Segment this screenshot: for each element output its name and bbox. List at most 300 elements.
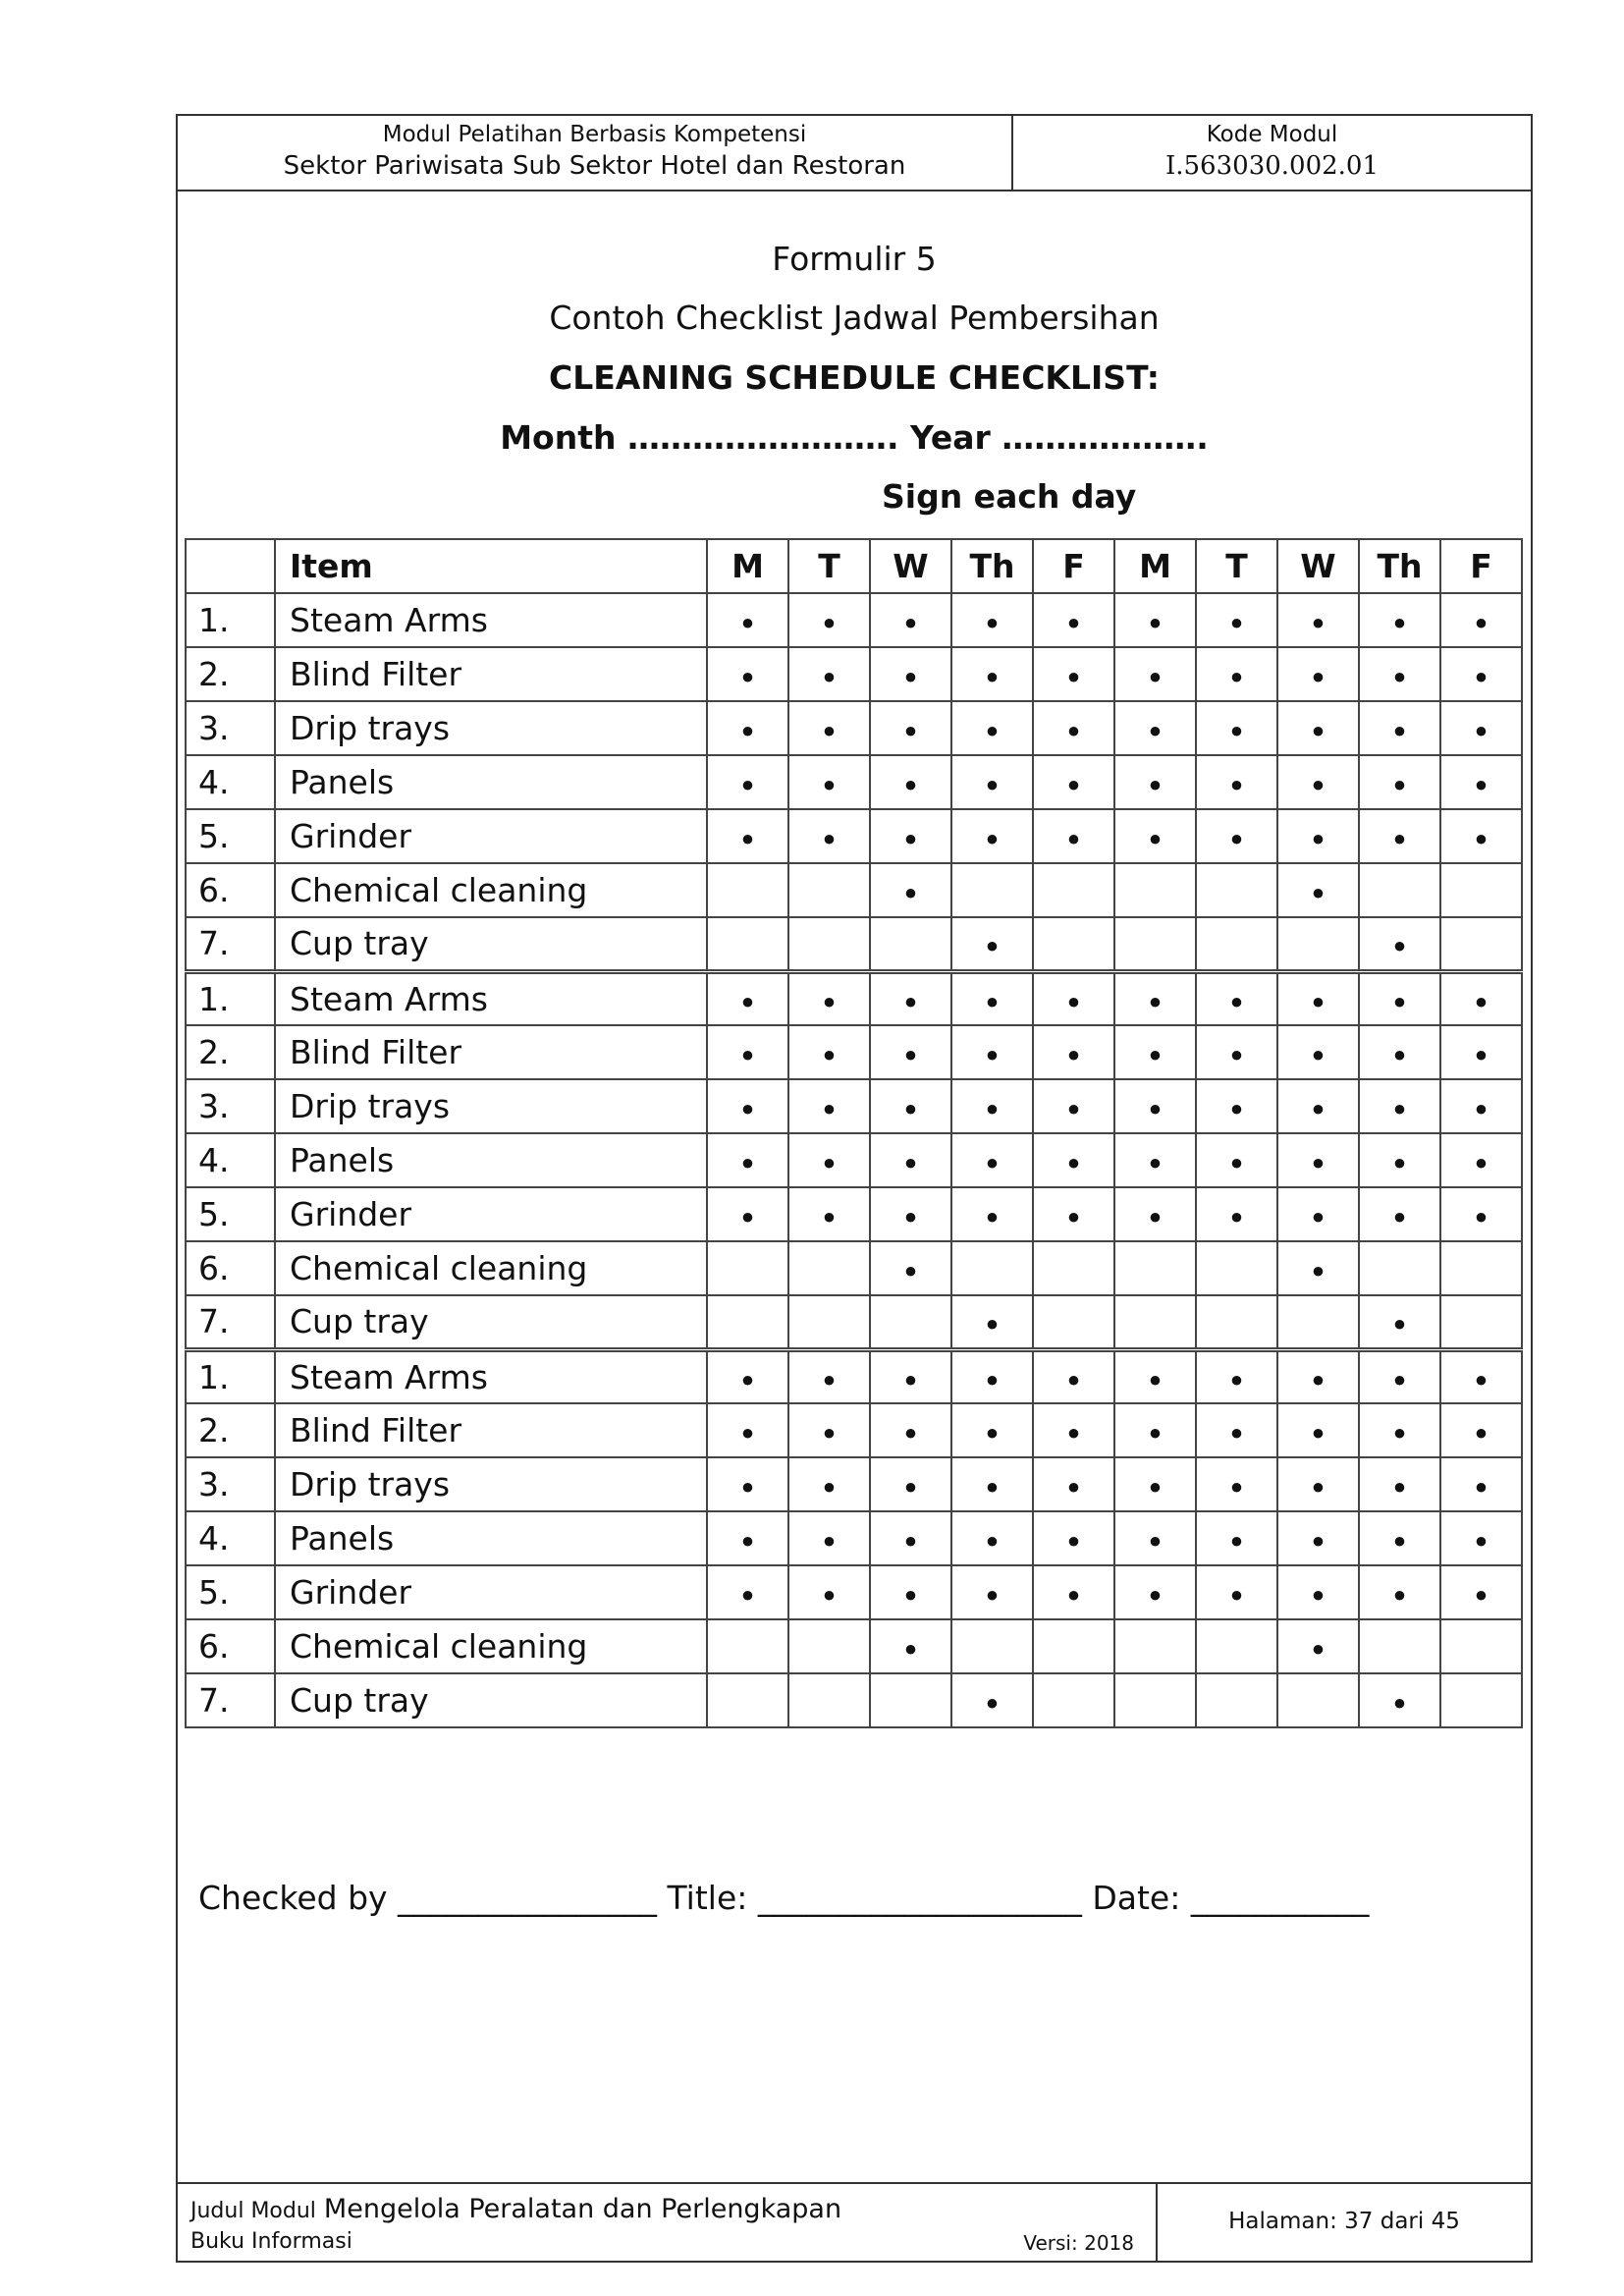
empty-cell: [1033, 917, 1114, 971]
schedule-dot: •: [1196, 1511, 1277, 1565]
schedule-dot: •: [1440, 647, 1522, 701]
schedule-dot: •: [707, 593, 788, 647]
checklist-heading: CLEANING SCHEDULE CHECKLIST:: [549, 358, 1160, 397]
form-number: Formulir 5: [772, 240, 937, 278]
schedule-dot: •: [1196, 593, 1277, 647]
schedule-dot: •: [1440, 1349, 1522, 1403]
schedule-dot: •: [1440, 1079, 1522, 1133]
schedule-dot: •: [1277, 1619, 1359, 1673]
day-header: T: [1196, 539, 1277, 593]
schedule-dot: •: [1359, 1511, 1440, 1565]
schedule-dot: •: [1196, 1457, 1277, 1511]
table-row: [186, 1349, 1522, 1403]
schedule-dot: •: [951, 1673, 1033, 1727]
schedule-dot: •: [951, 1133, 1033, 1187]
page-number: Halaman: 37 dari 45: [1228, 2209, 1460, 2234]
schedule-dot: •: [1196, 1187, 1277, 1241]
module-info: [178, 116, 1013, 190]
empty-cell: [951, 1241, 1033, 1295]
schedule-dot: •: [1440, 593, 1522, 647]
row-item-name: Panels: [275, 755, 707, 809]
empty-cell: [1033, 1295, 1114, 1349]
row-item-name: Blind Filter: [275, 1025, 707, 1079]
schedule-dot: •: [1033, 971, 1114, 1025]
schedule-dot: •: [1440, 1133, 1522, 1187]
schedule-dot: •: [951, 1511, 1033, 1565]
schedule-dot: •: [1114, 755, 1196, 809]
schedule-dot: •: [870, 1349, 951, 1403]
schedule-dot: •: [1277, 1079, 1359, 1133]
row-number: 5.: [186, 1565, 275, 1619]
schedule-dot: •: [1114, 1511, 1196, 1565]
row-number: 4.: [186, 755, 275, 809]
table-header-row: [186, 539, 1522, 593]
schedule-dot: •: [788, 1079, 870, 1133]
schedule-dot: •: [788, 701, 870, 755]
day-header: M: [1114, 539, 1196, 593]
empty-cell: [1114, 1619, 1196, 1673]
schedule-dot: •: [1359, 1673, 1440, 1727]
schedule-dot: •: [1114, 1349, 1196, 1403]
schedule-dot: •: [951, 809, 1033, 863]
row-item-name: Cup tray: [275, 1673, 707, 1727]
schedule-dot: •: [1033, 593, 1114, 647]
schedule-dot: •: [1277, 701, 1359, 755]
schedule-dot: •: [870, 1133, 951, 1187]
empty-cell: [707, 863, 788, 917]
schedule-dot: •: [788, 593, 870, 647]
day-header: M: [707, 539, 788, 593]
table-row: [186, 1619, 1522, 1673]
schedule-dot: •: [951, 755, 1033, 809]
schedule-dot: •: [707, 701, 788, 755]
schedule-dot: •: [1277, 1565, 1359, 1619]
schedule-dot: •: [1359, 1025, 1440, 1079]
schedule-dot: •: [951, 917, 1033, 971]
table-row: [186, 593, 1522, 647]
schedule-dot: •: [1359, 1133, 1440, 1187]
table-row: [186, 1457, 1522, 1511]
schedule-dot: •: [1277, 1457, 1359, 1511]
schedule-dot: •: [707, 1079, 788, 1133]
table-row: [186, 755, 1522, 809]
empty-cell: [1277, 1295, 1359, 1349]
schedule-dot: •: [707, 1133, 788, 1187]
schedule-dot: •: [1114, 1187, 1196, 1241]
empty-cell: [1114, 1295, 1196, 1349]
row-number: 4.: [186, 1133, 275, 1187]
schedule-dot: •: [1033, 1403, 1114, 1457]
row-item-name: Steam Arms: [275, 971, 707, 1025]
row-number: 3.: [186, 701, 275, 755]
schedule-dot: •: [1277, 647, 1359, 701]
schedule-dot: •: [951, 1565, 1033, 1619]
schedule-dot: •: [1196, 701, 1277, 755]
table-row: [186, 1511, 1522, 1565]
schedule-dot: •: [1359, 593, 1440, 647]
schedule-dot: •: [1359, 1349, 1440, 1403]
row-number: 1.: [186, 593, 275, 647]
row-number: 5.: [186, 1187, 275, 1241]
schedule-dot: •: [1033, 809, 1114, 863]
empty-cell: [951, 1619, 1033, 1673]
schedule-dot: •: [1359, 755, 1440, 809]
table-row: [186, 863, 1522, 917]
row-number: 2.: [186, 1403, 275, 1457]
empty-cell: [870, 1295, 951, 1349]
schedule-dot: •: [1277, 1241, 1359, 1295]
row-item-name: Blind Filter: [275, 1403, 707, 1457]
schedule-dot: •: [1033, 1187, 1114, 1241]
schedule-dot: •: [788, 1187, 870, 1241]
row-number: 5.: [186, 809, 275, 863]
row-item-name: Panels: [275, 1511, 707, 1565]
table-row: [186, 1025, 1522, 1079]
empty-cell: [1277, 1673, 1359, 1727]
schedule-dot: •: [707, 1565, 788, 1619]
table-row: [186, 647, 1522, 701]
schedule-dot: •: [1277, 1403, 1359, 1457]
empty-cell: [788, 1619, 870, 1673]
empty-cell: [707, 1673, 788, 1727]
schedule-dot: •: [707, 1349, 788, 1403]
schedule-dot: •: [788, 809, 870, 863]
schedule-dot: •: [951, 647, 1033, 701]
day-header: T: [788, 539, 870, 593]
empty-cell: [1196, 1673, 1277, 1727]
row-item-name: Chemical cleaning: [275, 1241, 707, 1295]
schedule-dot: •: [707, 1457, 788, 1511]
row-number: 7.: [186, 1295, 275, 1349]
schedule-dot: •: [1114, 1403, 1196, 1457]
row-item-name: Cup tray: [275, 917, 707, 971]
schedule-dot: •: [1440, 1511, 1522, 1565]
schedule-dot: •: [1033, 1511, 1114, 1565]
schedule-dot: •: [870, 1025, 951, 1079]
schedule-dot: •: [1359, 647, 1440, 701]
table-row: [186, 701, 1522, 755]
day-header: W: [1277, 539, 1359, 593]
module-line1: Modul Pelatihan Berbasis Kompetensi: [382, 122, 807, 147]
version: Versi: 2018: [1023, 2231, 1134, 2255]
schedule-dot: •: [707, 971, 788, 1025]
table-body: [186, 593, 1522, 1727]
schedule-dot: •: [1114, 1025, 1196, 1079]
schedule-dot: •: [1196, 1079, 1277, 1133]
row-number: 1.: [186, 1349, 275, 1403]
footer-module: [178, 2184, 1158, 2261]
schedule-dot: •: [951, 1403, 1033, 1457]
schedule-dot: •: [788, 1457, 870, 1511]
row-number: 3.: [186, 1457, 275, 1511]
schedule-dot: •: [1277, 971, 1359, 1025]
table-row: [186, 917, 1522, 971]
schedule-dot: •: [788, 1025, 870, 1079]
schedule-dot: •: [1277, 1133, 1359, 1187]
empty-cell: [1114, 1241, 1196, 1295]
row-number: 4.: [186, 1511, 275, 1565]
schedule-dot: •: [1033, 1079, 1114, 1133]
empty-cell: [1440, 1295, 1522, 1349]
schedule-dot: •: [707, 809, 788, 863]
schedule-dot: •: [870, 863, 951, 917]
empty-cell: [1033, 1673, 1114, 1727]
code-label: Kode Modul: [1206, 122, 1338, 147]
empty-cell: [1196, 917, 1277, 971]
schedule-dot: •: [1359, 1079, 1440, 1133]
empty-cell: [1196, 863, 1277, 917]
row-number: 7.: [186, 1673, 275, 1727]
schedule-dot: •: [1114, 1133, 1196, 1187]
schedule-dot: •: [1114, 593, 1196, 647]
sign-instruction: Sign each day: [882, 477, 1137, 516]
schedule-dot: •: [788, 971, 870, 1025]
row-item-name: Blind Filter: [275, 647, 707, 701]
schedule-dot: •: [788, 1133, 870, 1187]
row-item-name: Steam Arms: [275, 593, 707, 647]
schedule-dot: •: [1114, 1565, 1196, 1619]
day-header: W: [870, 539, 951, 593]
schedule-dot: •: [1277, 1349, 1359, 1403]
row-item-name: Grinder: [275, 809, 707, 863]
schedule-dot: •: [1277, 863, 1359, 917]
table-row: [186, 809, 1522, 863]
empty-cell: [1440, 1619, 1522, 1673]
empty-cell: [1196, 1241, 1277, 1295]
empty-cell: [788, 917, 870, 971]
row-item-name: Panels: [275, 1133, 707, 1187]
schedule-dot: •: [870, 1457, 951, 1511]
empty-cell: [1440, 1673, 1522, 1727]
empty-cell: [1359, 1619, 1440, 1673]
schedule-dot: •: [1196, 1349, 1277, 1403]
form-subtitle: Contoh Checklist Jadwal Pembersihan: [549, 299, 1160, 337]
empty-cell: [707, 1295, 788, 1349]
row-number: 7.: [186, 917, 275, 971]
schedule-dot: •: [1440, 1187, 1522, 1241]
empty-cell: [1440, 917, 1522, 971]
schedule-dot: •: [870, 1565, 951, 1619]
schedule-dot: •: [788, 1511, 870, 1565]
schedule-dot: •: [951, 971, 1033, 1025]
schedule-dot: •: [870, 593, 951, 647]
page-frame: [176, 114, 1533, 2263]
schedule-dot: •: [1196, 1565, 1277, 1619]
schedule-dot: •: [870, 1511, 951, 1565]
schedule-dot: •: [1033, 1349, 1114, 1403]
schedule-dot: •: [870, 809, 951, 863]
table-row: [186, 1079, 1522, 1133]
book-type: Buku Informasi: [190, 2229, 352, 2254]
schedule-dot: •: [1196, 971, 1277, 1025]
day-header: Th: [1359, 539, 1440, 593]
schedule-dot: •: [951, 1187, 1033, 1241]
schedule-dot: •: [1277, 1511, 1359, 1565]
schedule-dot: •: [1114, 809, 1196, 863]
schedule-dot: •: [1277, 1025, 1359, 1079]
schedule-dot: •: [1196, 1025, 1277, 1079]
empty-cell: [1359, 863, 1440, 917]
month-year-line: Month ……………………. Year ……………….: [500, 418, 1209, 457]
schedule-dot: •: [1359, 1295, 1440, 1349]
schedule-dot: •: [1033, 701, 1114, 755]
schedule-dot: •: [1440, 1457, 1522, 1511]
schedule-dot: •: [870, 1079, 951, 1133]
empty-cell: [707, 917, 788, 971]
schedule-dot: •: [951, 701, 1033, 755]
checked-by-line: Checked by ________________ Title: ____________________ Date: ___________: [198, 1879, 1370, 1917]
day-header: F: [1033, 539, 1114, 593]
schedule-dot: •: [951, 593, 1033, 647]
empty-cell: [1033, 863, 1114, 917]
schedule-dot: •: [1196, 647, 1277, 701]
schedule-dot: •: [707, 647, 788, 701]
empty-cell: [1277, 917, 1359, 971]
empty-cell: [870, 917, 951, 971]
table-row: [186, 1241, 1522, 1295]
table-row: [186, 1187, 1522, 1241]
schedule-dot: •: [1440, 809, 1522, 863]
schedule-dot: •: [1277, 593, 1359, 647]
code-value: I.563030.002.01: [1164, 151, 1380, 181]
schedule-dot: •: [1440, 701, 1522, 755]
row-number: 2.: [186, 1025, 275, 1079]
schedule-dot: •: [1196, 1403, 1277, 1457]
schedule-dot: •: [788, 1349, 870, 1403]
page-footer: [178, 2182, 1531, 2261]
empty-cell: [788, 863, 870, 917]
schedule-dot: •: [870, 1619, 951, 1673]
schedule-dot: •: [1114, 971, 1196, 1025]
schedule-dot: •: [707, 1187, 788, 1241]
schedule-dot: •: [1033, 1457, 1114, 1511]
day-header: F: [1440, 539, 1522, 593]
schedule-dot: •: [870, 971, 951, 1025]
schedule-dot: •: [1033, 1025, 1114, 1079]
schedule-dot: •: [707, 1403, 788, 1457]
schedule-dot: •: [1114, 1079, 1196, 1133]
page-header: [178, 116, 1531, 191]
schedule-dot: •: [1359, 1187, 1440, 1241]
schedule-dot: •: [707, 755, 788, 809]
empty-cell: [788, 1673, 870, 1727]
table-row: [186, 1565, 1522, 1619]
module-code: [1013, 116, 1531, 193]
schedule-dot: •: [951, 1079, 1033, 1133]
empty-cell: [707, 1619, 788, 1673]
schedule-dot: •: [707, 1511, 788, 1565]
schedule-dot: •: [1440, 1025, 1522, 1079]
schedule-dot: •: [1033, 755, 1114, 809]
row-item-name: Grinder: [275, 1187, 707, 1241]
cleaning-schedule-table: [185, 538, 1523, 1728]
schedule-dot: •: [951, 1025, 1033, 1079]
empty-cell: [1033, 1241, 1114, 1295]
schedule-dot: •: [1196, 755, 1277, 809]
module-line2: Sektor Pariwisata Sub Sektor Hotel dan Restoran: [283, 151, 906, 181]
module-title: Mengelola Peralatan dan Perlengkapan: [323, 2194, 842, 2224]
schedule-dot: •: [870, 1187, 951, 1241]
empty-cell: [1359, 1241, 1440, 1295]
schedule-dot: •: [1359, 1457, 1440, 1511]
table-row: [186, 1295, 1522, 1349]
schedule-dot: •: [1114, 1457, 1196, 1511]
empty-cell: [951, 863, 1033, 917]
schedule-dot: •: [951, 1457, 1033, 1511]
item-header: Item: [275, 539, 707, 593]
schedule-dot: •: [1277, 809, 1359, 863]
row-number: 6.: [186, 863, 275, 917]
row-number: 2.: [186, 647, 275, 701]
schedule-dot: •: [870, 1403, 951, 1457]
empty-cell: [1033, 1619, 1114, 1673]
schedule-dot: •: [1359, 1403, 1440, 1457]
table-row: [186, 971, 1522, 1025]
empty-cell: [788, 1241, 870, 1295]
schedule-dot: •: [788, 647, 870, 701]
schedule-dot: •: [788, 1403, 870, 1457]
schedule-dot: •: [1033, 647, 1114, 701]
empty-cell: [1196, 1619, 1277, 1673]
schedule-dot: •: [870, 647, 951, 701]
schedule-dot: •: [1359, 971, 1440, 1025]
row-item-name: Chemical cleaning: [275, 1619, 707, 1673]
row-number: 3.: [186, 1079, 275, 1133]
empty-cell: [1440, 863, 1522, 917]
schedule-dot: •: [707, 1025, 788, 1079]
empty-cell: [1440, 1241, 1522, 1295]
schedule-dot: •: [1196, 809, 1277, 863]
schedule-dot: •: [1440, 755, 1522, 809]
row-item-name: Grinder: [275, 1565, 707, 1619]
schedule-dot: •: [1440, 1403, 1522, 1457]
schedule-dot: •: [870, 1241, 951, 1295]
empty-cell: [788, 1295, 870, 1349]
empty-cell: [1114, 863, 1196, 917]
schedule-dot: •: [870, 755, 951, 809]
schedule-dot: •: [1196, 1133, 1277, 1187]
table-row: [186, 1403, 1522, 1457]
schedule-dot: •: [870, 701, 951, 755]
schedule-dot: •: [1359, 701, 1440, 755]
schedule-dot: •: [1114, 701, 1196, 755]
schedule-dot: •: [1033, 1565, 1114, 1619]
row-item-name: Steam Arms: [275, 1349, 707, 1403]
table-row: [186, 1133, 1522, 1187]
row-item-name: Drip trays: [275, 1457, 707, 1511]
schedule-dot: •: [1277, 1187, 1359, 1241]
empty-cell: [707, 1241, 788, 1295]
empty-cell: [1114, 1673, 1196, 1727]
row-item-name: Chemical cleaning: [275, 863, 707, 917]
row-number: 1.: [186, 971, 275, 1025]
schedule-dot: •: [788, 755, 870, 809]
empty-cell: [1114, 917, 1196, 971]
schedule-dot: •: [1114, 647, 1196, 701]
schedule-dot: •: [788, 1565, 870, 1619]
schedule-dot: •: [1440, 1565, 1522, 1619]
schedule-dot: •: [1359, 809, 1440, 863]
row-number: 6.: [186, 1241, 275, 1295]
schedule-dot: •: [1440, 971, 1522, 1025]
table-row: [186, 1673, 1522, 1727]
schedule-dot: •: [951, 1295, 1033, 1349]
day-header: Th: [951, 539, 1033, 593]
empty-cell: [870, 1673, 951, 1727]
empty-cell: [1196, 1295, 1277, 1349]
row-number: 6.: [186, 1619, 275, 1673]
row-item-name: Drip trays: [275, 1079, 707, 1133]
